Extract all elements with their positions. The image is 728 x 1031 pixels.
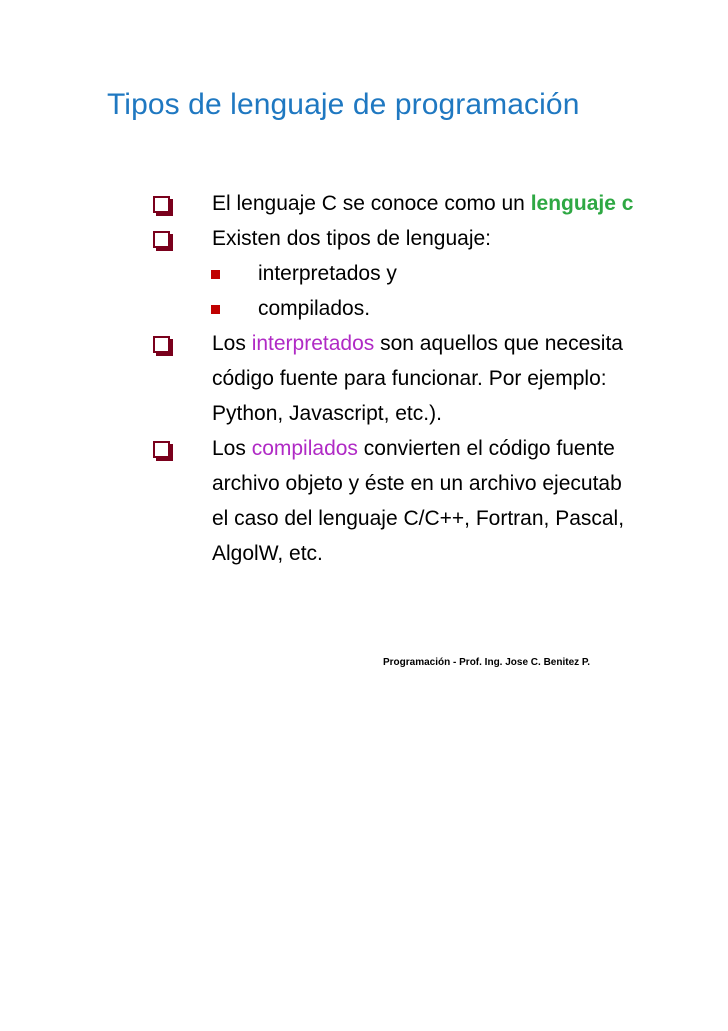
bullet-continuation <box>0 502 728 537</box>
bullet-text: el caso del lenguaje C/C++, Fortran, Pascal, <box>212 507 625 530</box>
sub-bullet-text: interpretados y <box>258 262 397 285</box>
slide-content <box>0 187 728 572</box>
bullet-continuation <box>0 467 728 502</box>
square-subbullet-icon <box>211 270 220 279</box>
bullet-text: Los <box>212 437 252 460</box>
sub-bullet-text: compilados. <box>258 297 371 320</box>
highlight-term: interpretados <box>251 332 375 355</box>
bullet-text: Python, Javascript, etc.). <box>212 402 442 425</box>
highlight-term: lenguaje c <box>530 192 634 215</box>
slide-title: Tipos de lenguaje de programación <box>107 88 580 121</box>
bullet-text: Los <box>212 332 252 355</box>
square-bullet-icon <box>153 441 170 458</box>
sub-bullet-item <box>0 257 728 292</box>
square-bullet-icon <box>153 231 170 248</box>
bullet-continuation <box>0 362 728 397</box>
square-subbullet-icon <box>211 305 220 314</box>
bullet-continuation <box>0 537 728 572</box>
highlight-term: compilados <box>251 437 358 460</box>
sub-bullet-item <box>0 292 728 327</box>
bullet-text: son aquellos que necesita <box>374 332 623 355</box>
bullet-text: convierten el código fuente <box>357 437 615 460</box>
bullet-text: Existen dos tipos de lenguaje: <box>212 227 492 250</box>
bullet-text: archivo objeto y éste en un archivo ejecutab <box>212 472 622 495</box>
square-bullet-icon <box>153 336 170 353</box>
bullet-item <box>0 432 728 467</box>
slide-footer: Programación - Prof. Ing. Jose C. Benitez P. <box>383 657 591 668</box>
bullet-text: código fuente para funcionar. Por ejemplo: <box>212 367 607 390</box>
bullet-text: AlgolW, etc. <box>212 542 323 565</box>
bullet-item <box>0 187 728 222</box>
bullet-item <box>0 222 728 257</box>
square-bullet-icon <box>153 196 170 213</box>
bullet-item <box>0 327 728 362</box>
bullet-text: El lenguaje C se conoce como un <box>212 192 531 215</box>
bullet-continuation <box>0 397 728 432</box>
